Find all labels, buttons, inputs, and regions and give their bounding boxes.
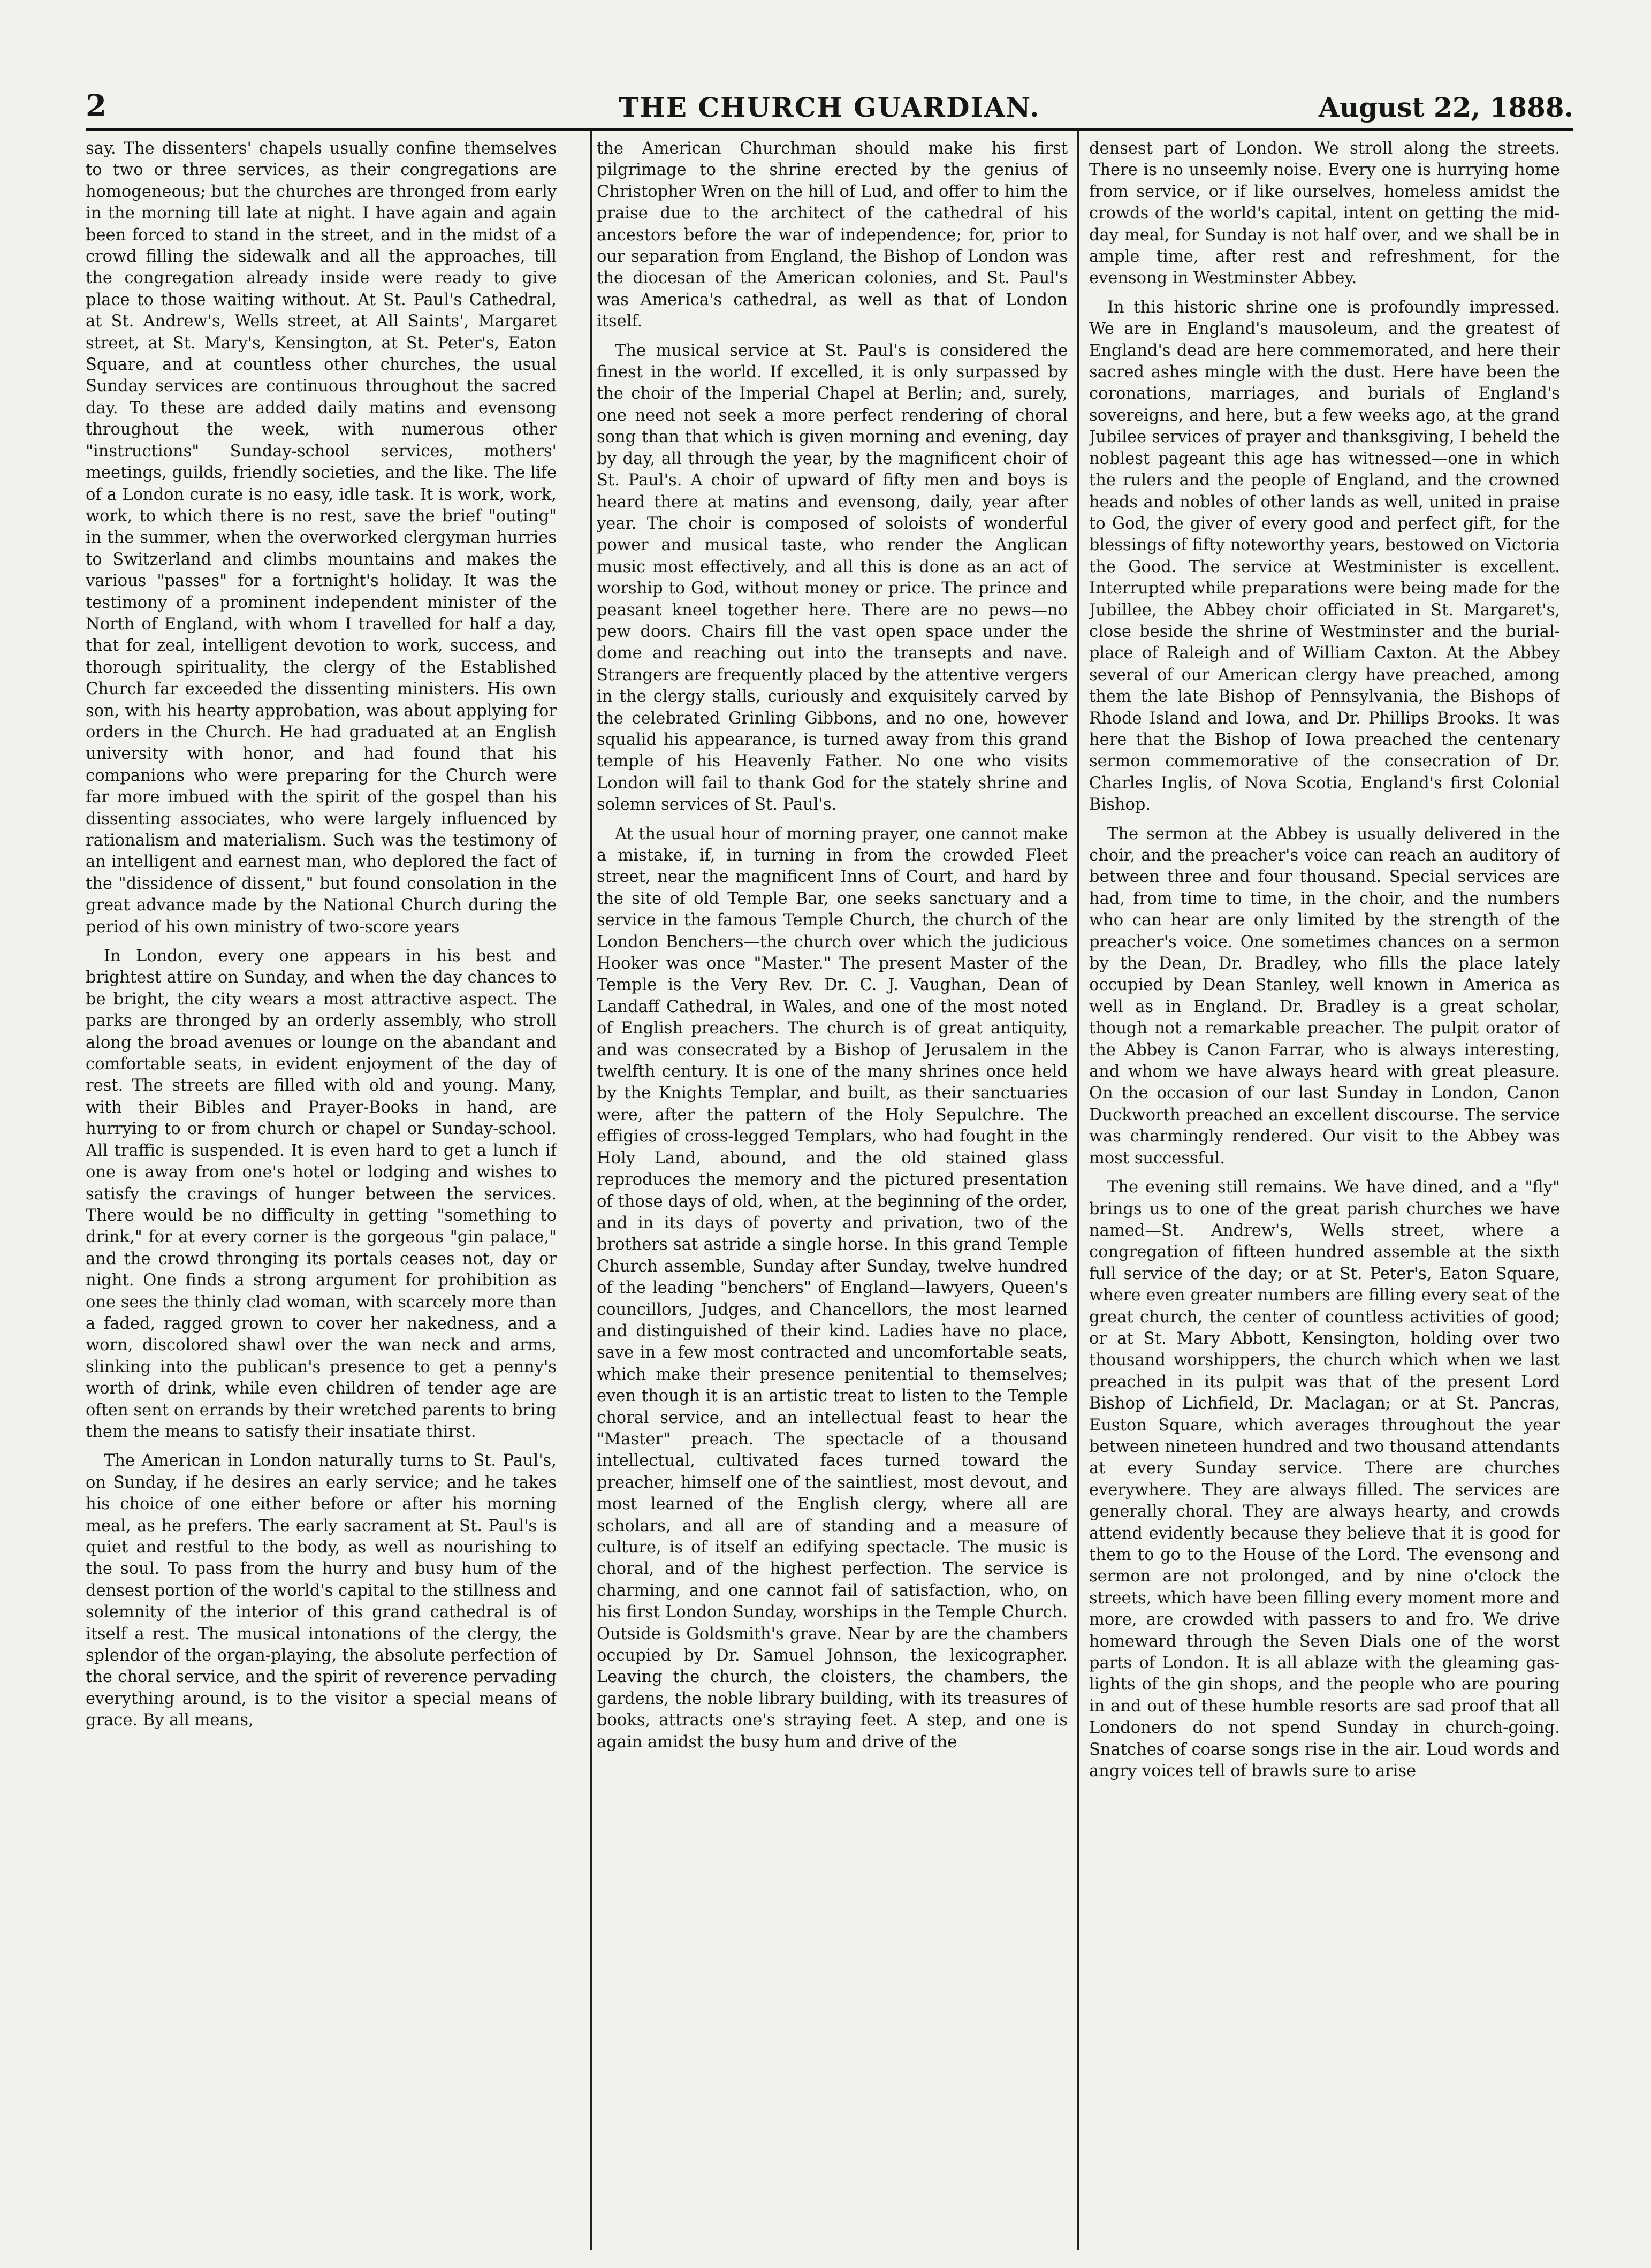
paragraph: The evening still remains. We have dined, and a "fly" brings us to one of the great parish churches we have named—St. Andrew's, Wells street, where a congregation of fifteen hundred assemble at the sixth full service of the day; or at St. Peter's, Eaton Square, where even greater numbers are filling every seat of the great church, the center of countless activities of good; or at St. Mary Abbott, Kensington, holding over two thousand worshippers, the church which when we last preached in its pulpit was that of the present Lord Bishop of Lichfield, Dr. Maclagan; or at St. Pancras, Euston Square, which averages throughout the year between nineteen hundred and two thousand attendants at every Sunday service. There are churches everywhere. They are always filled. The services are generally choral. They are always hearty, and crowds attend evidently because they believe that it is good for them to go to the House of the Lord. The evensong and sermon are not prolonged, and by nine o'clock the streets, which have been filling every moment more and more, are crowded with passers to and fro. We drive homeward through the Seven Dials one of the worst parts of London. It is all ablaze with the gleaming gas-lights of the gin shops, and the people who are pouring in and out of these humble resorts are sad proof that all Londoners do not spend Sunday in church-going. Snatches of coarse songs rise in the air. Loud words and angry voices tell of brawls sure to arise bbox=[1089, 1178, 1560, 1781]
column-3 bbox=[1089, 138, 1560, 2252]
column-divider bbox=[590, 131, 592, 2250]
paragraph: the American Churchman should make his first pilgrimage to the shrine erected by the genius of Christopher Wren on the hill of Lud, and offer to him the praise due to the architect of the cathedral of his ancestors before the war of independence; for, prior to our separation from England, the Bishop of London was the diocesan of the American colonies, and St. Paul's was America's cathedral, as well as that of London itself. bbox=[597, 139, 1068, 331]
issue-date: August 22, 1888. bbox=[1318, 92, 1573, 123]
paragraph: In London, every one appears in his best and brightest attire on Sunday, and when the day chances to be bright, the city wears a most attractive aspect. The parks are thronged by an orderly assembly, who stroll along the broad avenues or lounge on the abandant and comfortable seats, in evident enjoyment of the day of rest. The streets are filled with old and young. Many, with their Bibles and Prayer-Books in hand, are hurrying to or from church or chapel or Sunday-school. All traffic is suspended. It is even hard to get a lunch if one is away from one's hotel or lodging and wishes to satisfy the cravings of hunger between the services. There would be no difficulty in getting "something to drink," for at every corner is the gorgeous "gin palace," and the crowd thronging its portals ceases not, day or night. One finds a strong argument for prohibition as one sees the thinly clad woman, with scarcely more than a faded, ragged grown to cover her nakedness, and a worn, discolored shawl over the wan neck and arms, slinking into the publican's presence to get a penny's worth of drink, while even children of tender age are often sent on errands by their wretched parents to bring them the means to satisfy their insatiate thirst. bbox=[86, 947, 557, 1441]
paragraph: In this historic shrine one is profoundly impressed. We are in England's mausoleum, and the greatest of England's dead are here commemorated, and here their sacred ashes mingle with the dust. Here have been the coronations, marriages, and burials of England's sovereigns, and here, but a few weeks ago, at the grand Jubilee services of prayer and thanksgiving, I beheld the noblest pageant this age has witnessed—one in which the rulers and the people of England, and the crowned heads and nobles of other lands as well, united in praise to God, the giver of every good and perfect gift, for the blessings of fifty noteworthy years, bestowed on Victoria the Good. The service at Westminister is excellent. Interrupted while preparations were being made for the Jubillee, the Abbey choir officiated in St. Margaret's, close beside the shrine of Westminster and the burial-place of Raleigh and of William Caxton. At the Abbey several of our American clergy have preached, among them the late Bishop of Pennsylvania, the Bishops of Rhode Island and Iowa, and Dr. Phillips Brooks. It was here that the Bishop of Iowa preached the centenary sermon commemorative of the consecration of Dr. Charles Inglis, of Nova Scotia, England's first Colonial Bishop. bbox=[1089, 298, 1560, 815]
page-number: 2 bbox=[86, 88, 106, 124]
column-divider bbox=[1077, 131, 1079, 2250]
header-rule bbox=[86, 128, 1573, 131]
page-header bbox=[86, 88, 1573, 126]
column-2 bbox=[597, 138, 1068, 2252]
paragraph: say. The dissenters' chapels usually confine themselves to two or three services, as their congregations are homogeneous; but the churches are thronged from early in the morning till late at night. I have again and again been forced to stand in the street, and in the midst of a crowd filling the sidewalk and all the approaches, till the congregation already inside were ready to give place to those waiting without. At St. Paul's Cathedral, at St. Andrew's, Wells street, at All Saints', Margaret street, at St. Mary's, Kensington, at St. Peter's, Eaton Square, and at countless other churches, the usual Sunday services are continuous throughout the sacred day. To these are added daily matins and evensong throughout the week, with numerous other "instructions" Sunday-school services, mothers' meetings, guilds, friendly societies, and the like. The life of a London curate is no easy, idle task. It is work, work, work, to which there is no rest, save the brief "outing" in the summer, when the overworked clergyman hurries to Switzerland and climbs mountains and makes the various "passes" for a fortnight's holiday. It was the testimony of a prominent independent minister of the North of England, with whom I travelled for half a day, that for zeal, intelligent devotion to work, success, and thorough spirituality, the clergy of the Established Church far exceeded the dissenting ministers. His own son, with his hearty approbation, was about applying for orders in the Church. He had graduated at an English university with honor, and had found that his companions who were preparing for the Church were far more imbued with the spirit of the gospel than his dissenting associates, who were largely influenced by rationalism and materialism. Such was the testimony of an intelligent and earnest man, who deplored the fact of the "dissidence of dissent," but found consolation in the great advance made by the National Church during the period of his own ministry of two-score years bbox=[86, 139, 557, 937]
column-1 bbox=[86, 138, 557, 2252]
paragraph: densest part of London. We stroll along the streets. There is no unseemly noise. Every one is hurrying home from service, or if like ourselves, homeless amidst the crowds of the world's capital, intent on getting the mid-day meal, for Sunday is not half over, and we shall be in ample time, after rest and refreshment, for the evensong in Westminster Abbey. bbox=[1089, 139, 1560, 288]
paragraph: The sermon at the Abbey is usually delivered in the choir, and the preacher's voice can reach an auditory of between three and four thousand. Special services are had, from time to time, in the choir, and the numbers who can hear are only limited by the strength of the preacher's voice. One sometimes chances on a sermon by the Dean, Dr. Bradley, who fills the place lately occupied by Dean Stanley, well known in America as well as in England. Dr. Bradley is a great scholar, though not a remarkable preacher. The pulpit orator of the Abbey is Canon Farrar, who is always interesting, and whom we have always heard with great pleasure. On the occasion of our last Sunday in London, Canon Duckworth preached an excellent discourse. The service was charmingly rendered. Our visit to the Abbey was most successful. bbox=[1089, 824, 1560, 1168]
paragraph: The American in London naturally turns to St. Paul's, on Sunday, if he desires an early service; and he takes his choice of one either before or after his morning meal, as he prefers. The early sacrament at St. Paul's is quiet and restful to the body, as well as nourishing to the soul. To pass from the hurry and busy hum of the densest portion of the world's capital to the stillness and solemnity of the interior of this grand cathedral is of itself a rest. The musical intonations of the clergy, the splendor of the organ-playing, the absolute perfection of the choral service, and the spirit of reverence pervading everything around, is to the visitor a special means of grace. By all means, bbox=[86, 1451, 557, 1730]
masthead-title: THE CHURCH GUARDIAN. bbox=[619, 92, 1040, 123]
paragraph: The musical service at St. Paul's is considered the finest in the world. If excelled, it is only surpassed by the choir of the Imperial Chapel at Berlin; and, surely, one need not seek a more perfect rendering of choral song than that which is given morning and evening, day by day, all through the year, by the magnificent choir of St. Paul's. A choir of upward of fifty men and boys is heard there at matins and evensong, daily, year after year. The choir is composed of soloists of wonderful power and musical taste, who render the Anglican music most effectively, and all this is done as an act of worship to God, without money or price. The prince and peasant kneel together here. There are no pews—no pew doors. Chairs fill the vast open space under the dome and reaching out into the transepts and nave. Strangers are frequently placed by the attentive vergers in the clergy stalls, curiously and exquisitely carved by the celebrated Grinling Gibbons, and no one, however squalid his appearance, is turned away from this grand temple of his Heavenly Father. No one who visits London will fail to thank God for the stately shrine and solemn services of St. Paul's. bbox=[597, 341, 1068, 815]
paragraph: At the usual hour of morning prayer, one cannot make a mistake, if, in turning in from the crowded Fleet street, near the magnificent Inns of Court, and hard by the site of old Temple Bar, one seeks sanctuary and a service in the famous Temple Church, the church of the London Benchers—the church over which the judicious Hooker was once "Master." The present Master of the Temple is the Very Rev. Dr. C. J. Vaughan, Dean of Landaff Cathedral, in Wales, and one of the most noted of English preachers. The church is of great antiquity, and was consecrated by a Bishop of Jerusalem in the twelfth century. It is one of the many shrines once held by the Knights Templar, and built, as their sanctuaries were, after the pattern of the Holy Sepulchre. The effigies of cross-legged Templars, who had fought in the Holy Land, abound, and the old stained glass reproduces the memory and the pictured presentation of those days of old, when, at the beginning of the order, and in its days of poverty and privation, two of the brothers sat astride a single horse. In this grand Temple Church assemble, Sunday after Sunday, twelve hundred of the leading "benchers" of England—lawyers, Queen's councillors, Judges, and Chancellors, the most learned and distinguished of their kind. Ladies have no place, save in a few most contracted and uncomfortable seats, which make their presence penitential to themselves; even though it is an artistic treat to listen to the Temple choral service, and an intellectual feast to hear the "Master" preach. The spectacle of a thousand intellectual, cultivated faces turned toward the preacher, himself one of the saintliest, most devout, and most learned of the English clergy, where all are scholars, and all are of standing and a measure of culture, is of itself an edifying spectacle. The music is choral, and of the highest perfection. The service is charming, and one cannot fail of satisfaction, who, on his first London Sunday, worships in the Temple Church. Outside is Goldsmith's grave. Near by are the chambers occupied by Dr. Samuel Johnson, the lexicographer. Leaving the church, the cloisters, the chambers, the gardens, the noble library building, with its treasures of books, attracts one's straying feet. A step, and one is again amidst the busy hum and drive of the bbox=[597, 824, 1068, 1752]
